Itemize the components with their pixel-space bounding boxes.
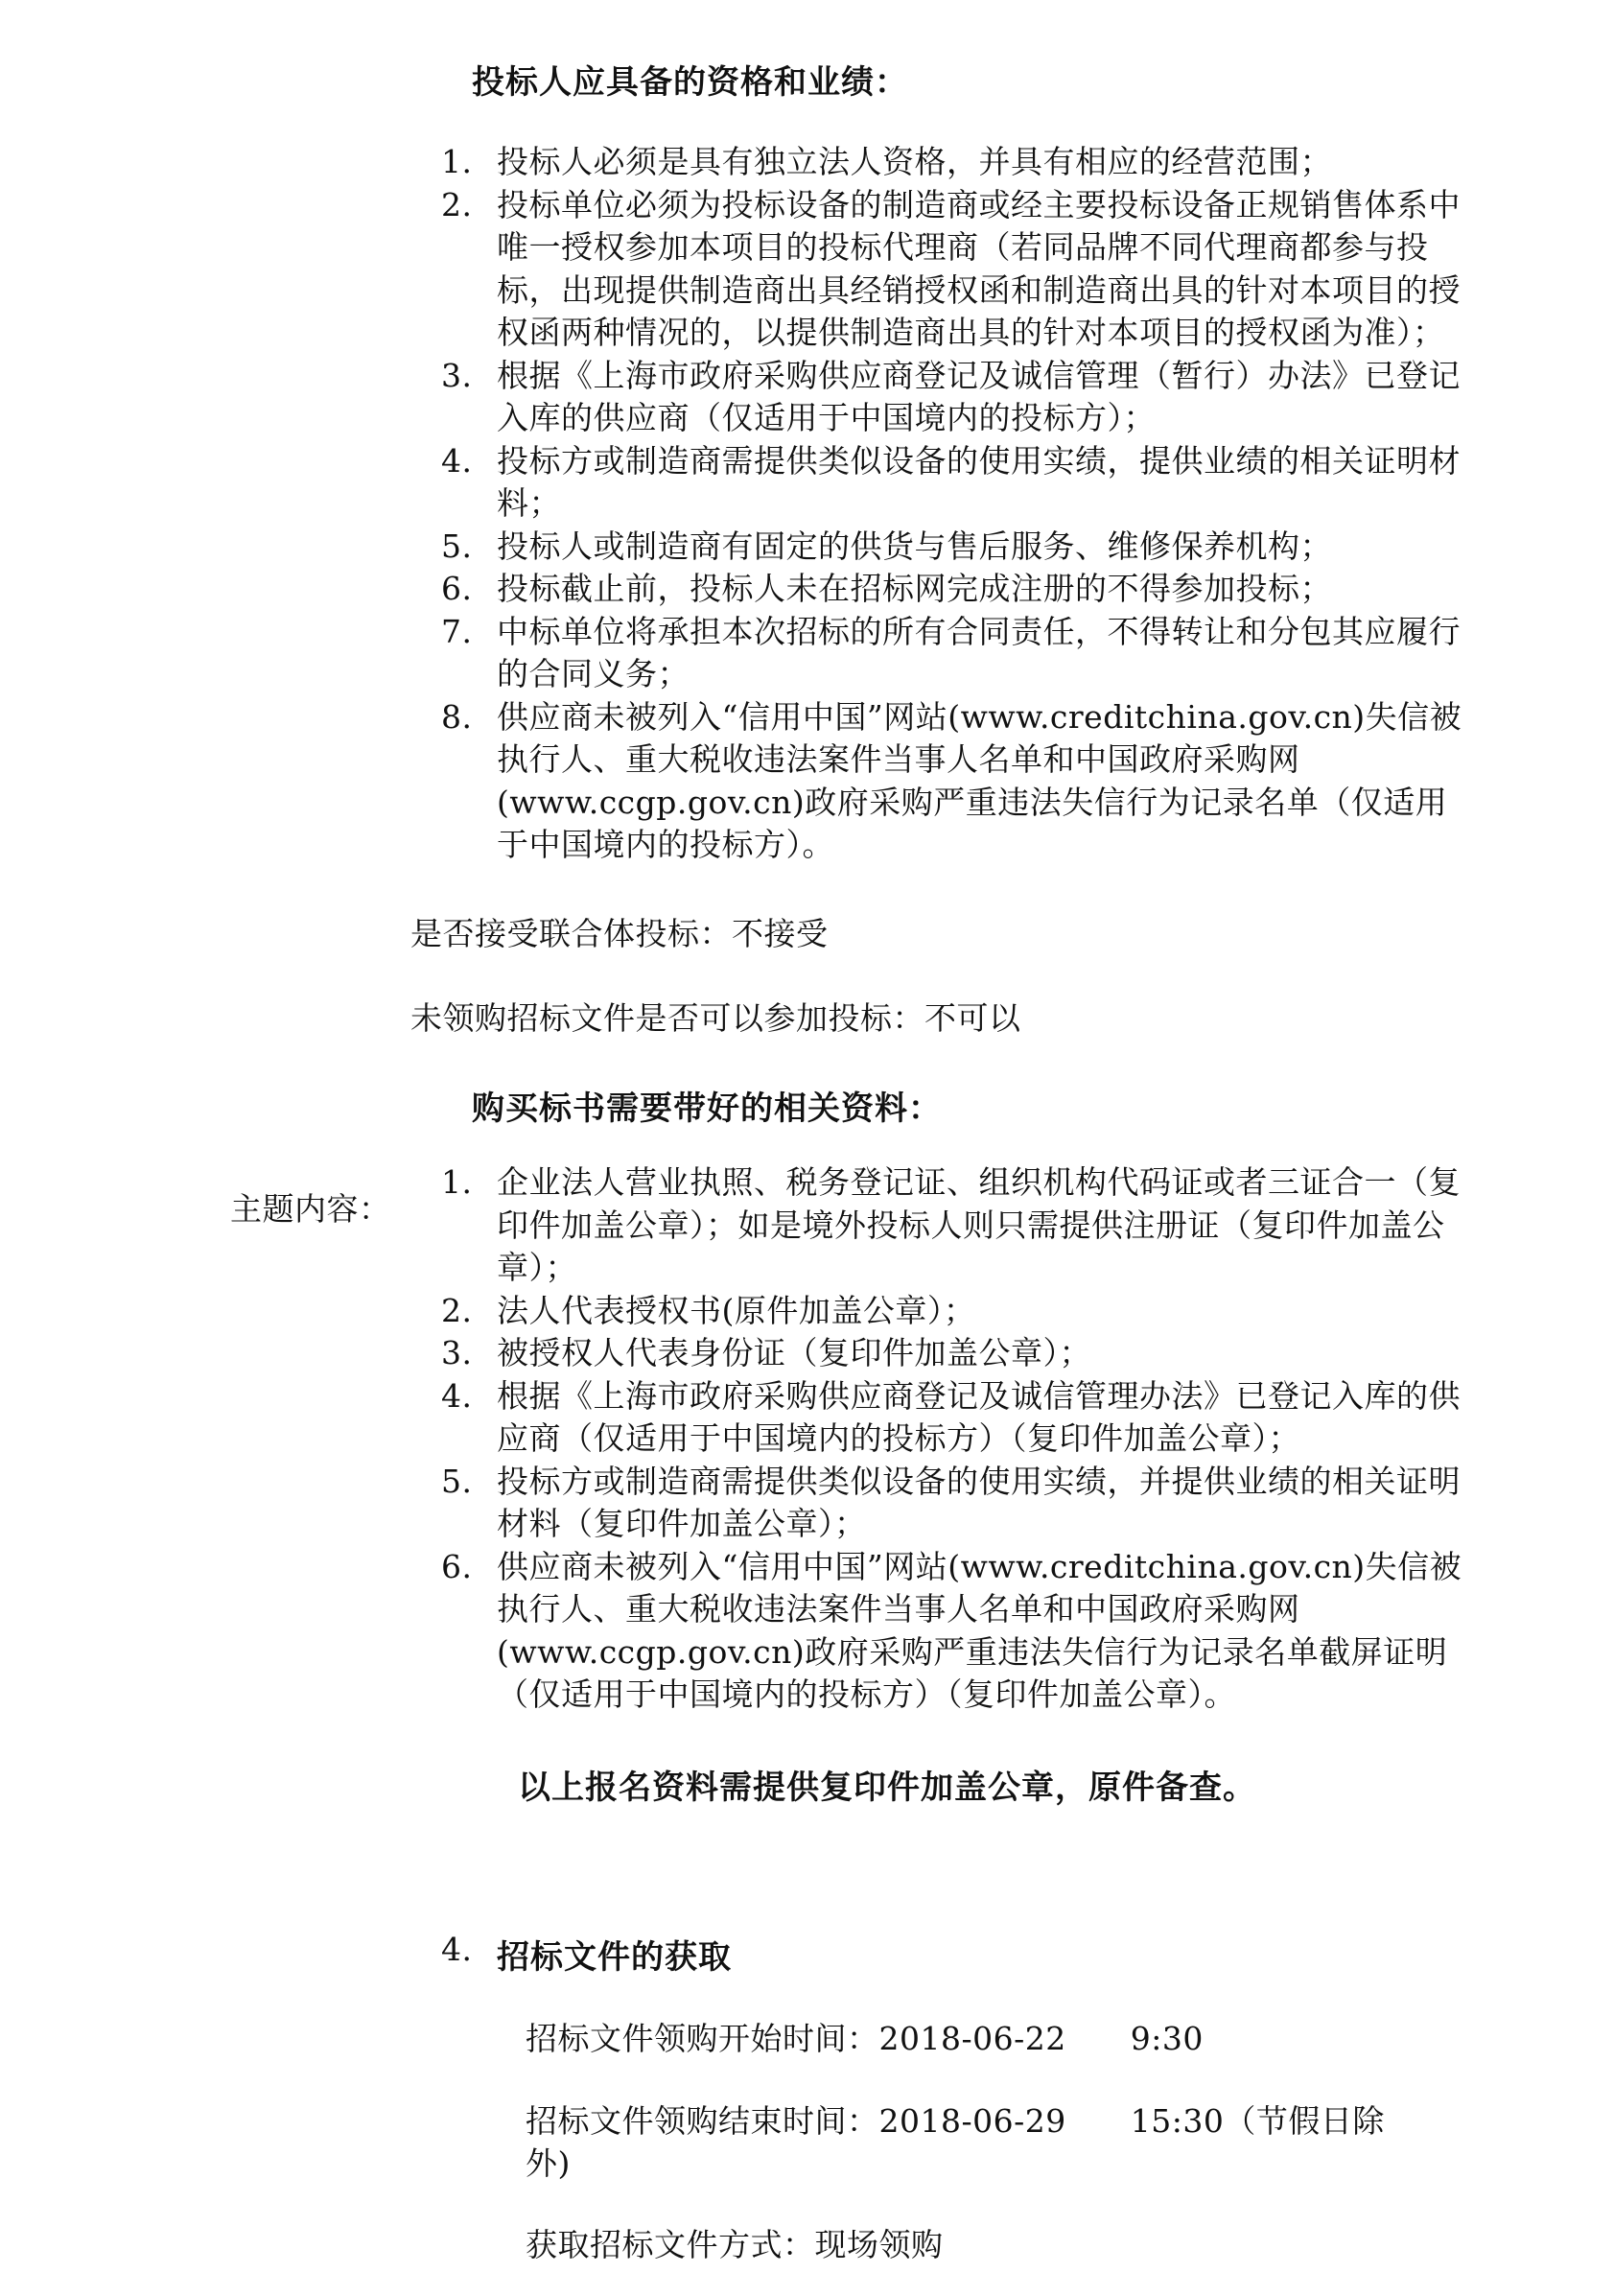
qualification-list xyxy=(441,141,1465,867)
list-item xyxy=(441,141,1465,184)
item-text: 根据《上海市政府采购供应商登记及诚信管理办法》已登记入库的供应商（仅适用于中国境内的投标方）（复印件加盖公章）； xyxy=(497,1376,1461,1457)
end-time-line: 招标文件领购结束时间：2018-06-29 15:30（节假日除 xyxy=(526,2102,1385,2140)
list-item xyxy=(441,1161,1465,1290)
unpurchased-line: 未领购招标文件是否可以参加投标：不可以 xyxy=(410,999,1021,1037)
item-text: 投标截止前，投标人未在招标网完成注册的不得参加投标； xyxy=(497,570,1332,607)
qualification-heading: 投标人应具备的资格和业绩： xyxy=(472,63,908,102)
list-item xyxy=(441,696,1465,867)
item-text: 投标方或制造商需提供类似设备的使用实绩，并提供业绩的相关证明材料（复印件加盖公章）； xyxy=(497,1462,1461,1542)
item-text: 投标方或制造商需提供类似设备的使用实绩，提供业绩的相关证明材料； xyxy=(497,441,1461,522)
item-text: 法人代表授权书(原件加盖公章）； xyxy=(497,1291,976,1329)
item-number: 5. xyxy=(441,1462,473,1500)
item-text: 投标人必须是具有独立法人资格，并具有相应的经营范围； xyxy=(497,143,1332,180)
list-item xyxy=(441,440,1465,526)
list-item xyxy=(441,184,1465,355)
subject-label: 主题内容： xyxy=(230,1190,391,1228)
list-item xyxy=(441,1546,1465,1717)
list-item xyxy=(441,355,1465,440)
materials-list xyxy=(441,1161,1465,1717)
item-number: 6. xyxy=(441,1547,473,1585)
item-text: 供应商未被列入“信用中国”网站(www.creditchina.gov.cn)失信被执行人、重大税收违法案件当事人名单和中国政府采购网(www.ccgp.gov.cn)政府采购严重违法失信行为记录名单截屏证明（仅适用于中国境内的投标方）（复印件加盖公章）。 xyxy=(497,1547,1462,1713)
list-item xyxy=(441,1332,1465,1375)
list-item xyxy=(441,1290,1465,1333)
item-text: 投标人或制造商有固定的供货与售后服务、维修保养机构； xyxy=(497,527,1332,565)
item-number: 2. xyxy=(441,185,473,223)
list-item xyxy=(441,611,1465,696)
section-number: 4. xyxy=(441,1931,473,1968)
item-text: 中标单位将承担本次招标的所有合同责任，不得转让和分包其应履行的合同义务； xyxy=(497,612,1461,692)
list-item xyxy=(441,1375,1465,1461)
item-number: 7. xyxy=(441,612,473,650)
consortium-line: 是否接受联合体投标：不接受 xyxy=(410,915,829,952)
start-time-line: 招标文件领购开始时间：2018-06-22 9:30 xyxy=(526,2020,1204,2057)
list-item xyxy=(441,1461,1465,1546)
section-title: 招标文件的获取 xyxy=(497,1938,732,1977)
item-number: 1. xyxy=(441,1163,473,1201)
item-number: 3. xyxy=(441,1334,473,1371)
item-number: 8. xyxy=(441,697,473,736)
end-time-line-continued: 外) xyxy=(526,2144,571,2182)
item-number: 3. xyxy=(441,356,473,394)
materials-heading: 购买标书需要带好的相关资料： xyxy=(472,1089,942,1128)
item-number: 2. xyxy=(441,1291,473,1329)
item-text: 企业法人营业执照、税务登记证、组织机构代码证或者三证合一（复印件加盖公章）；如是境外投标人则只需提供注册证（复印件加盖公章）； xyxy=(497,1163,1461,1286)
item-text: 被授权人代表身份证（复印件加盖公章）； xyxy=(497,1334,1091,1371)
item-text: 投标单位必须为投标设备的制造商或经主要投标设备正规销售体系中唯一授权参加本项目的投标代理商（若同品牌不同代理商都参与投标，出现提供制造商出具经销授权函和制造商出具的针对本项目的授权函两种情况的，以提供制造商出具的针对本项目的授权函为准）； xyxy=(497,185,1461,351)
item-number: 5. xyxy=(441,527,473,565)
item-number: 6. xyxy=(441,570,473,607)
materials-note: 以上报名资料需提供复印件加盖公章，原件备查。 xyxy=(518,1769,1256,1807)
item-number: 4. xyxy=(441,1376,473,1415)
item-text: 供应商未被列入“信用中国”网站(www.creditchina.gov.cn)失信被执行人、重大税收违法案件当事人名单和中国政府采购网(www.ccgp.gov.cn)政府采购严重违法失信行为记录名单（仅适用于中国境内的投标方）。 xyxy=(497,697,1462,863)
list-item xyxy=(441,568,1465,611)
item-text: 根据《上海市政府采购供应商登记及诚信管理（暂行）办法》已登记入库的供应商（仅适用于中国境内的投标方）； xyxy=(497,356,1461,436)
list-item xyxy=(441,526,1465,569)
item-number: 4. xyxy=(441,441,473,480)
item-number: 1. xyxy=(441,143,473,180)
acquisition-method-line: 获取招标文件方式：现场领购 xyxy=(526,2226,944,2263)
